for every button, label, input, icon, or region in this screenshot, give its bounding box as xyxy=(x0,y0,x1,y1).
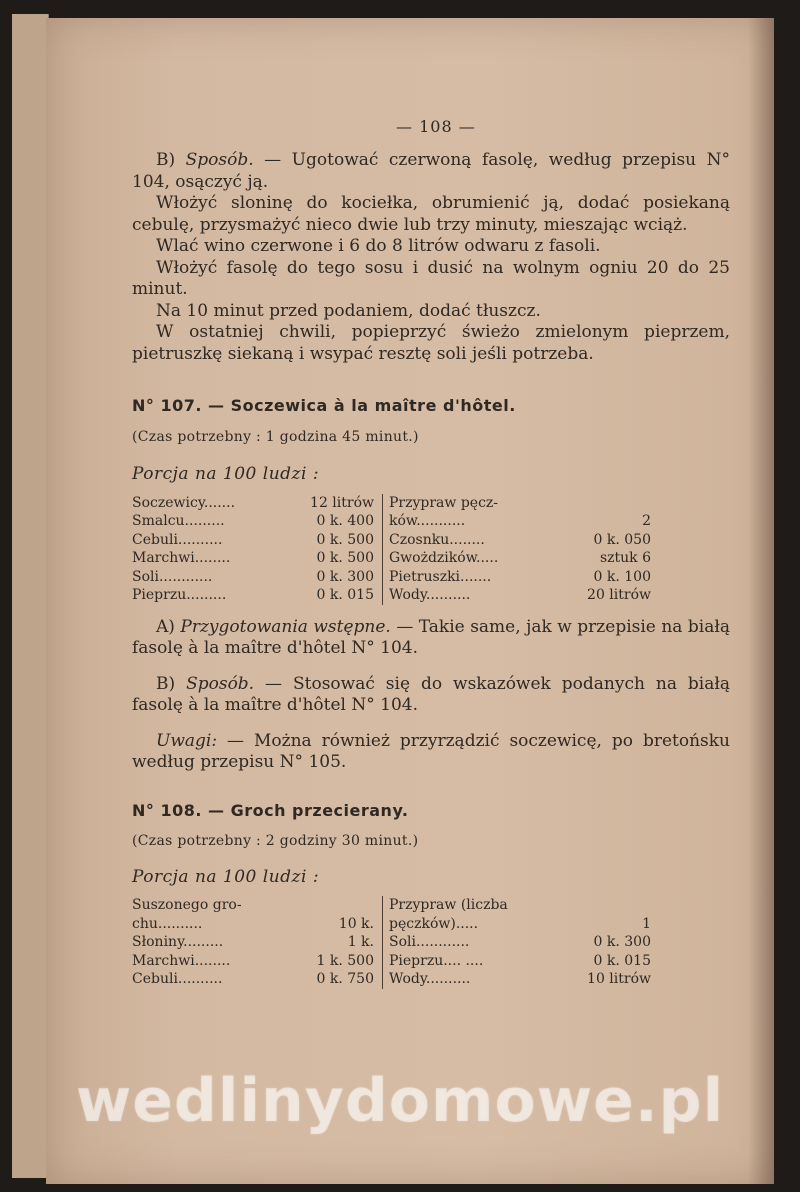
ingredient-quantity: 0 k. 050 xyxy=(593,531,651,548)
ingredient-quantity: 1 xyxy=(642,915,651,932)
ingredient-name: Soczewicy....... xyxy=(132,494,236,511)
method-text: — Stosować się do wskazówek podanych na białą fasolę à la maître d'hôtel N° 104. xyxy=(132,673,731,715)
ingredient-quantity: 20 litrów xyxy=(587,587,651,603)
ingredient-quantity xyxy=(559,494,651,513)
recipe-107-method xyxy=(132,674,730,717)
ingredient-name: Marchwi........ xyxy=(132,550,231,566)
paragraph: Włożyć fasolę do tego sosu i dusić na wolnym ogniu 20 do 25 minut. xyxy=(132,257,730,299)
ingredient-row xyxy=(132,531,651,550)
paragraph: Włożyć sloninę do kociełka, obrumienić ją, dodać posiekaną cebulę, przysmażyć nieco dwie lub trzy minuty, mieszając wciąż. xyxy=(132,193,730,235)
ingredient-name: ków........... xyxy=(389,513,466,529)
paragraph: Na 10 minut przed podaniem, dodać tłuszcz. xyxy=(156,300,541,321)
ingredient-quantity: 2 xyxy=(642,513,651,529)
note-text: — Można również przyrządzić soczewicę, po bretońsku według przepisu N° 105. xyxy=(132,730,731,772)
ingredient-name: Wody.......... xyxy=(389,587,471,603)
ingredient-quantity: 0 k. 300 xyxy=(290,568,383,587)
ingredient-name: Słoniny......... xyxy=(132,934,224,950)
ingredient-name: Wody.......... xyxy=(389,971,471,987)
prep-text: — Takie same, jak w przepisie na białą fasolę à la maître d'hôtel N° 104. xyxy=(132,616,730,658)
ingredient-quantity: 0 k. 500 xyxy=(290,531,383,550)
ingredient-quantity xyxy=(559,896,651,915)
ingredient-quantity: 0 k. 300 xyxy=(593,934,651,950)
ingredient-name: Pieprzu......... xyxy=(132,587,227,603)
ingredient-row xyxy=(132,494,651,513)
ingredient-name: Przypraw pęcz- xyxy=(389,494,499,511)
recipe-107-portion: Porcja na 100 ludzi : xyxy=(132,464,320,484)
method-label: B) xyxy=(156,150,176,170)
page-gutter-shadow xyxy=(748,18,774,1184)
ingredient-name: Pieprzu.... .... xyxy=(389,952,484,969)
ingredient-quantity xyxy=(290,896,383,915)
recipe-108-portion: Porcja na 100 ludzi : xyxy=(132,866,320,887)
recipe-108-ingredients xyxy=(132,896,651,989)
ingredient-name: pęczków)..... xyxy=(389,915,479,932)
ingredient-row xyxy=(132,933,651,952)
ingredient-quantity: 0 k. 100 xyxy=(593,568,651,585)
recipe-107-ingredients xyxy=(132,494,651,605)
recipe-107-time: (Czas potrzebny : 1 godzina 45 minut.) xyxy=(132,428,419,445)
ingredient-name: Czosnku........ xyxy=(389,531,485,548)
ingredient-quantity: 10 k. xyxy=(290,915,383,934)
ingredient-row xyxy=(132,952,651,971)
ingredient-name: Cebuli.......... xyxy=(132,971,223,987)
paragraph: Wlać wino czerwone i 6 do 8 litrów odwaru z fasoli. xyxy=(156,236,601,256)
method-title: Sposób. xyxy=(185,150,254,170)
ingredient-name: Suszonego gro- xyxy=(132,897,242,913)
ingredient-quantity: 0 k. 015 xyxy=(593,952,651,969)
ingredient-quantity: 1 k. 500 xyxy=(290,952,383,971)
ingredient-name: Soli............ xyxy=(132,568,213,585)
ingredient-name: Gwożdzików..... xyxy=(389,550,499,566)
note-title: Uwagi: xyxy=(156,730,218,751)
ingredient-row xyxy=(132,915,651,934)
ingredient-quantity: sztuk 6 xyxy=(599,550,651,566)
ingredient-name: Pietruszki....... xyxy=(389,568,492,585)
prep-label: A) xyxy=(156,616,175,637)
ingredient-quantity: 0 k. 015 xyxy=(290,586,383,605)
ingredient-quantity: 12 litrów xyxy=(290,494,383,513)
page-text xyxy=(132,100,730,989)
ingredient-quantity: 0 k. 400 xyxy=(290,512,383,531)
ingredient-name: chu.......... xyxy=(132,915,203,932)
ingredient-name: Przypraw (liczba xyxy=(389,897,508,913)
paragraph: W ostatniej chwili, popieprzyć świeżo zmielonym pieprzem, pietruszkę siekaną i wsypać resztę soli jeśli potrzeba. xyxy=(132,322,730,364)
recipe-108-time: (Czas potrzebny : 2 godziny 30 minut.) xyxy=(132,833,419,849)
ingredient-row xyxy=(132,512,651,531)
recipe-107-note xyxy=(132,731,730,774)
method-text: — Ugotować czerwoną fasolę, według przepisu N° 104, osączyć ją. xyxy=(132,150,730,192)
ingredient-quantity: 0 k. 750 xyxy=(290,970,383,989)
ingredient-name: Soli............ xyxy=(389,934,470,950)
prep-title: Przygotowania wstępne. xyxy=(180,616,391,637)
recipe-107-preparation xyxy=(132,617,730,660)
page-number: — 108 — xyxy=(396,117,476,136)
method-label: B) xyxy=(156,673,176,694)
ingredient-name: Cebuli.......... xyxy=(132,531,223,548)
ingredient-row xyxy=(132,896,651,915)
ingredient-name: Smalcu......... xyxy=(132,513,225,529)
method-title: Sposób. xyxy=(186,673,255,694)
ingredient-quantity: 0 k. 500 xyxy=(290,549,383,568)
intro-method-paragraph xyxy=(132,150,730,193)
recipe-108-title: N° 108. — Groch przecierany. xyxy=(132,800,409,820)
ingredient-row xyxy=(132,970,651,989)
ingredient-quantity: 10 litrów xyxy=(587,971,651,987)
recipe-107-title: N° 107. — Soczewica à la maître d'hôtel. xyxy=(132,396,516,415)
ingredient-row xyxy=(132,586,651,605)
watermark: wedlinydomowe.pl xyxy=(75,1066,725,1136)
ingredient-name: Marchwi........ xyxy=(132,952,231,969)
ingredient-row xyxy=(132,568,651,587)
ingredient-quantity: 1 k. xyxy=(290,933,383,952)
ingredient-row xyxy=(132,549,651,568)
